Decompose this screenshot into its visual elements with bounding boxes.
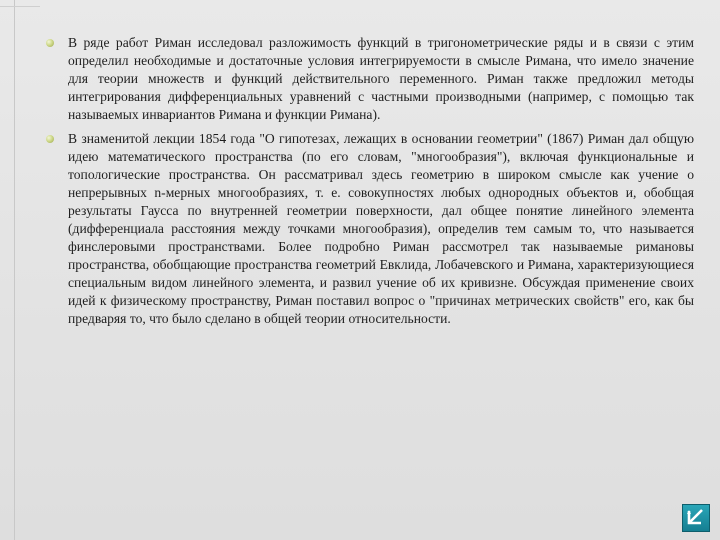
bullet-icon xyxy=(46,39,54,47)
bullet-icon xyxy=(46,135,54,143)
bullet-text: В знаменитой лекции 1854 года "О гипотезах, лежащих в основании геометрии" (1867) Риман дал общую идею математического пространства (по его словам, "многообразия"), включая функциональные и топологические пространства. Он рассматривал здесь геометрию в широком смысле как учение о непрерывных n-мерных многообразиях, т. е. совокупностях любых однородных объектов и, обобщая результаты Гаусса по внутренней геометрии поверхности, дал общее понятие линейного элемента (дифференциала расстояния между точками многообразия), определив тем самым то, что называется финслеровыми пространствами. Более подробно Риман рассмотрел так называемые римановы пространства, обобщающие пространства геометрий Евклида, Лобачевского и Римана, характеризующиеся специальным видом линейного элемента, и развил учение об их кривизне. Обсуждая применение своих идей к физическому пространству, Риман поставил вопрос о "причинах метрических свойств" его, как бы предваряя то, что было сделано в общей теории относительности. xyxy=(68,131,694,326)
slide-content xyxy=(48,34,694,334)
return-button[interactable] xyxy=(682,504,710,532)
top-divider xyxy=(0,6,40,7)
bullet-text: В ряде работ Риман исследовал разложимость функций в тригонометрические ряды и в связи с этим определил необходимые и достаточные условия интегрируемости в смысле Римана, что имело значение для теории множеств и функций действительного переменного. Риман также предложил методы интегрирования дифференциальных уравнений с частными производными (например, с помощью так называемых инвариантов Римана и функции Римана). xyxy=(68,35,694,122)
return-arrow-icon xyxy=(683,505,709,531)
list-item xyxy=(48,130,694,328)
left-divider xyxy=(14,0,15,540)
list-item xyxy=(48,34,694,124)
